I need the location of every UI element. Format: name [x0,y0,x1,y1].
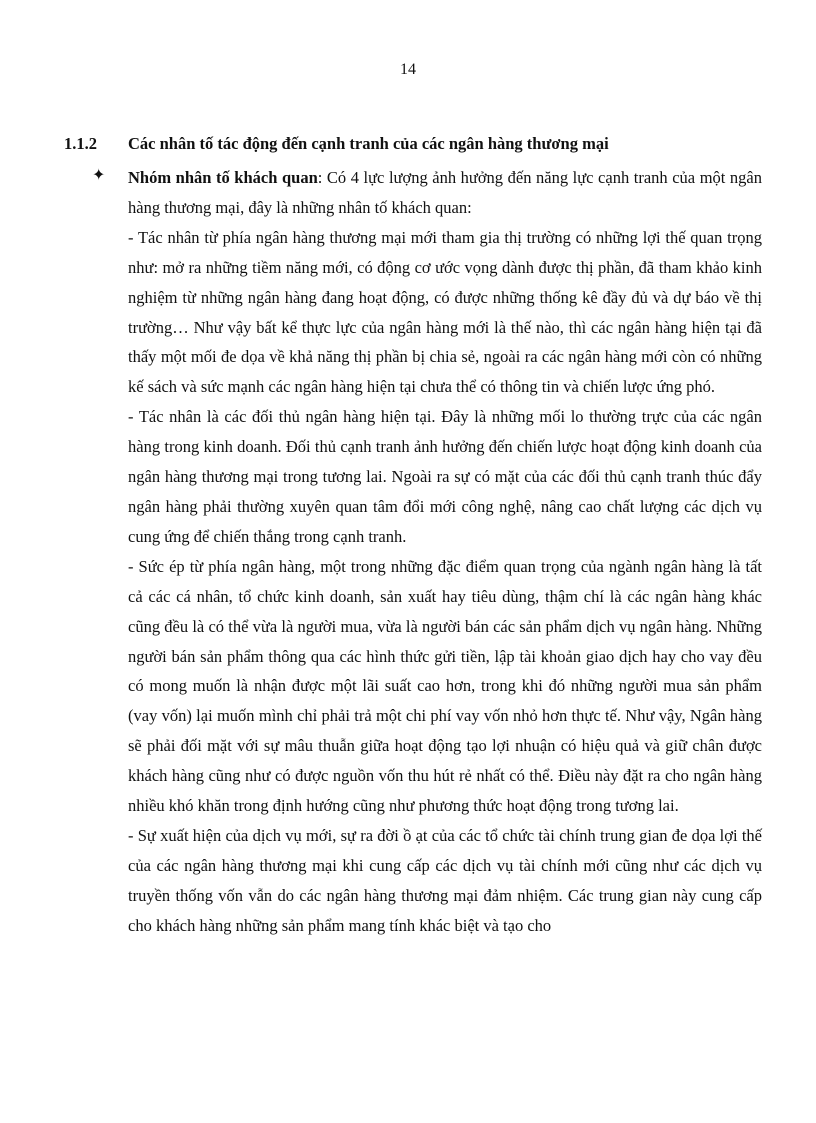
paragraph-new-services: - Sự xuất hiện của dịch vụ mới, sự ra đời ồ ạt của các tổ chức tài chính trung gian đe dọa lợi thế của các ngân hàng thương mại khi cung cấp các dịch vụ tài chính mới cũng như các dịch vụ truyền thống vốn vẫn do các ngân hàng thương mại đảm nhiệm. Các trung gian này cung cấp cho khách hàng những sản phẩm mang tính khác biệt và tạo cho [128,825,762,935]
paragraph-current-competitors: - Tác nhân là các đối thủ ngân hàng hiện tại. Đây là những mối lo thường trực của các ngân hàng trong kinh doanh. Đối thủ cạnh tranh ảnh hưởng đến chiến lược hoạt động kinh doanh của ngân hàng thương mại trong tương lai. Ngoài ra sự có mặt của các đối thủ cạnh tranh thúc đẩy ngân hàng phải thường xuyên quan tâm đổi mới công nghệ, nâng cao chất lượng các dịch vụ cung ứng để chiến thắng trong cạnh tranh. [128,407,762,546]
section-number: 1.1.2 [64,134,97,153]
bullet-intro: : Có 4 lực lượng ảnh hưởng đến năng lực cạnh tranh của một ngân hàng thương mại, đây là những nhân tố khách quan: [128,168,762,217]
paragraph-new-entrants: - Tác nhân từ phía ngân hàng thương mại mới tham gia thị trường có những lợi thế quan trọng như: mở ra những tiềm năng mới, có động cơ ước vọng dành được thị phần, đã tham khảo kinh nghiệm từ những ngân hàng đang hoạt động, có được những thống kê đầy đủ và dự báo về thị trường… Như vậy bất kể thực lực của ngân hàng mới là thế nào, thì các ngân hàng hiện tại đã thấy một mối đe dọa về khả năng thị phần bị chia sẻ, ngoài ra các ngân hàng mới còn có những kế sách và sức mạnh các ngân hàng hiện tại chưa thể có thông tin và chiến lược ứng phó. [128,227,762,397]
star-bullet-icon: ✦ [92,167,106,184]
bullet-label: Nhóm nhân tố khách quan [128,168,318,187]
bullet-paragraph [128,163,762,223]
body-text [128,163,762,941]
section-title: Các nhân tố tác động đến cạnh tranh của các ngân hàng thương mại [128,134,609,153]
page-number: 14 [400,61,416,78]
paragraph-bank-pressure: - Sức ép từ phía ngân hàng, một trong những đặc điểm quan trọng của ngành ngân hàng là tất cả các cá nhân, tổ chức kinh doanh, sản xuất hay tiêu dùng, thậm chí là các ngân hàng khác cũng đều là có thể vừa là người mua, vừa là người bán các sản phẩm dịch vụ ngân hàng. Những người bán sản phẩm thông qua các hình thức gửi tiền, lập tài khoản giao dịch hay cho vay đều có mong muốn là nhận được một lãi suất cao hơn, trong khi đó những người mua sản phẩm (vay vốn) lại muốn mình chỉ phải trả một chi phí vay vốn nhỏ hơn thực tế. Như vậy, Ngân hàng sẽ phải đối mặt với sự mâu thuẫn giữa hoạt động tạo lợi nhuận có hiệu quả và giữ chân được khách hàng cũng như có được nguồn vốn thu hút rẻ nhất có thể. Điều này đặt ra cho ngân hàng nhiều khó khăn trong định hướng cũng như phương thức hoạt động trong tương lai. [128,556,762,816]
